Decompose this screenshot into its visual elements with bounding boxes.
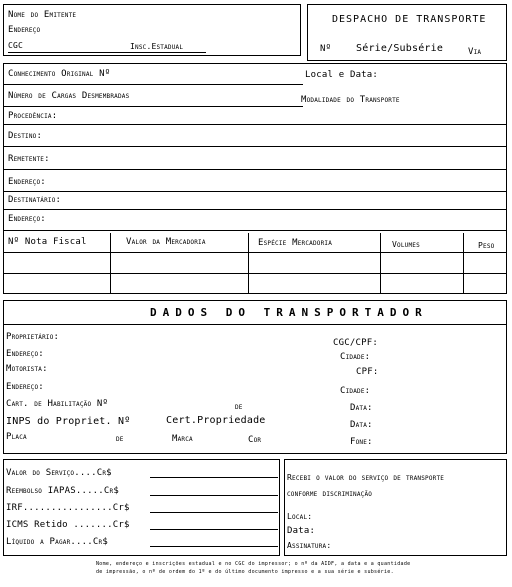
receipt-signature-label: Assinatura: (287, 541, 332, 550)
carrier-city-2-label: Cidade: (340, 386, 371, 396)
recipient-label: Destinatário: (8, 195, 62, 205)
reimbursement-line (150, 495, 278, 496)
row-line-3 (3, 124, 507, 125)
plate-label: Placa (6, 432, 27, 442)
net-value-label: Líquido a Pagar....Cr$ (6, 537, 108, 547)
irf-label: IRF................Cr$ (6, 503, 130, 513)
net-value-line (150, 546, 278, 547)
color-label: Cor (248, 435, 262, 445)
receipt-line-2: conforme discriminação (287, 489, 373, 498)
plate-of-label: de (116, 434, 124, 444)
carrier-city-1-label: Cidade: (340, 352, 371, 362)
cpf-label: CPF: (356, 367, 379, 377)
origin-label: Procedência: (8, 111, 58, 121)
destination-label: Destino: (8, 131, 43, 141)
sender-label: Remetente: (8, 154, 50, 164)
col-invoice-number: Nº Nota Fiscal (8, 237, 87, 247)
place-date-label: Local e Data: (305, 70, 379, 80)
doc-via-label: Via (468, 47, 482, 57)
row-line-4 (3, 146, 507, 147)
doc-number-label: Nº (320, 44, 332, 54)
table-col-sep-2 (248, 233, 249, 294)
service-value-line (150, 477, 278, 478)
issuer-cgc-line (8, 52, 206, 53)
cgc-cpf-label: CGC/CPF: (333, 338, 378, 348)
row-line-1 (3, 84, 303, 85)
receipt-place-label: Local: (287, 512, 313, 521)
transport-mode-label: Modalidade do Transporte (301, 95, 400, 105)
receipt-line-1: Recebi o valor do serviço de transporte (287, 473, 445, 482)
service-value-label: Valor do Serviço....Cr$ (6, 468, 112, 478)
issuer-state-reg-label: Insc.Estadual (130, 42, 184, 51)
table-header-line (3, 252, 507, 253)
issuer-cgc-label: CGC (8, 41, 24, 50)
brand-label: Marca (172, 434, 193, 444)
col-volumes: Volumes (392, 240, 420, 249)
cargo-count-label: Número de Cargas Desmembradas (8, 91, 130, 101)
row-line-6 (3, 191, 507, 192)
table-col-sep-4 (463, 233, 464, 294)
doc-series-label: Série/Subsérie (356, 43, 444, 54)
row-line-8 (3, 230, 507, 231)
recipient-address-label: Endereço: (8, 214, 46, 224)
row-line-2 (3, 106, 303, 107)
footer-line-1: Nome, endereço e inscrições estadual e no CGC do impressor; o nº da AIDF, a data e a quantidade (96, 561, 411, 567)
icms-line (150, 529, 278, 530)
inps-label: INPS do Propriet. Nº (6, 416, 131, 427)
col-goods-value: Valor da Mercadoria (126, 237, 206, 247)
col-weight: Peso (478, 241, 495, 250)
sender-address-label: Endereço: (8, 177, 46, 187)
receipt-date-label: Data: (287, 526, 316, 536)
owner-label: Proprietário: (6, 332, 60, 342)
carrier-address-2-label: Endereço: (6, 382, 44, 392)
phone-label: Fone: (350, 437, 373, 447)
property-cert-label: Cert.Propriedade (166, 415, 266, 426)
doc-title: DESPACHO DE TRANSPORTE (332, 14, 487, 25)
issuer-name-label: Nome do Emitente (8, 10, 77, 20)
license-label: Cart. de Habilitação Nº (6, 399, 109, 409)
license-of-label: de (235, 402, 243, 412)
col-goods-kind: Espécie Mercadoria (258, 238, 333, 248)
license-date-label: Data: (350, 403, 373, 413)
row-line-7 (3, 209, 507, 210)
original-note-label: Conhecimento Original Nº (8, 69, 111, 79)
irf-line (150, 512, 278, 513)
table-col-sep-1 (110, 233, 111, 294)
footer-line-2: de impressão, o nº de ordem do 1º e do último documento impresso e a sua série e subsérie. (96, 569, 394, 575)
inps-date-label: Data: (350, 420, 373, 430)
icms-label: ICMS Retido .......Cr$ (6, 520, 130, 530)
reimbursement-label: Reembolso IAPAS.....Cr$ (6, 486, 119, 496)
carrier-title-line (3, 324, 507, 325)
table-row-line (3, 273, 507, 274)
table-col-sep-3 (380, 233, 381, 294)
driver-label: Motorista: (6, 364, 48, 374)
carrier-address-1-label: Endereço: (6, 349, 44, 359)
carrier-title: DADOS DO TRANSPORTADOR (150, 306, 428, 319)
issuer-address-label: Endereço (8, 25, 41, 35)
row-line-5 (3, 169, 507, 170)
